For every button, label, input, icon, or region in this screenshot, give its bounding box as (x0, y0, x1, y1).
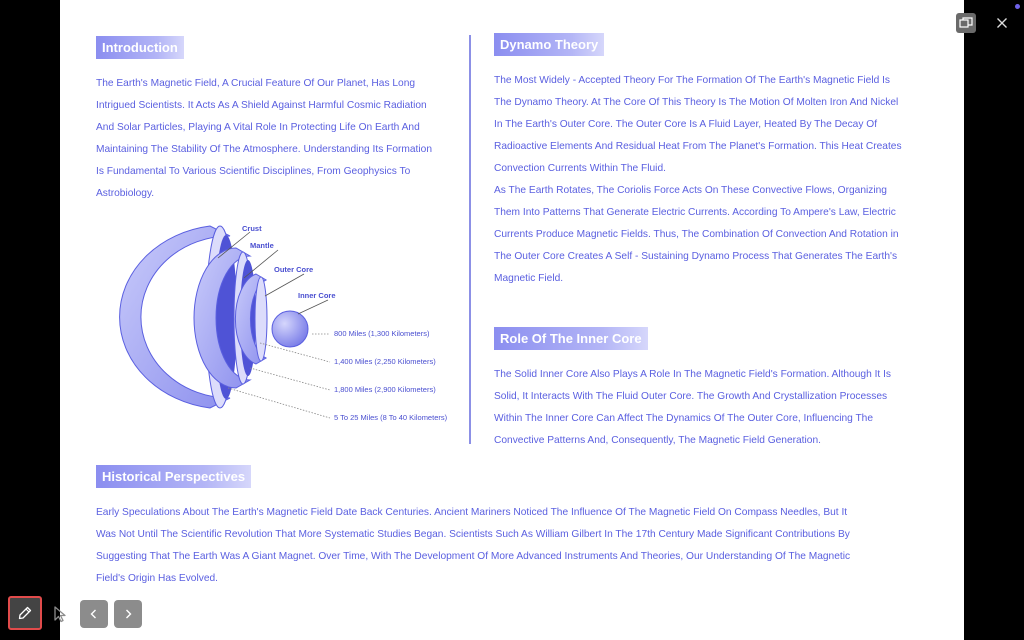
text-line: Was Not Until The Scientific Revolution That More Systematic Studies Began. Scientists Such As William Gilbert In The 17th Century Made Significant Contributions By (96, 529, 850, 540)
next-page-button[interactable] (114, 600, 142, 628)
previous-page-button[interactable] (80, 600, 108, 628)
close-button[interactable] (992, 13, 1012, 33)
inner-core-paragraph (494, 364, 891, 452)
pointer-tool-button[interactable] (46, 600, 74, 628)
text-line: The Most Widely - Accepted Theory For The Formation Of The Earth's Magnetic Field Is (494, 75, 891, 86)
slide-page (60, 0, 964, 640)
earth-layers-diagram (90, 218, 448, 430)
pointer-icon (52, 605, 68, 623)
text-line: Solid, It Interacts With The Fluid Outer Core. The Growth And Crystallization Processes (494, 391, 888, 402)
text-line: Maintaining The Stability Of The Atmosphere. Understanding Its Formation (96, 144, 432, 155)
text-line: As The Earth Rotates, The Coriolis Force Acts On These Convective Flows, Organizing (494, 185, 887, 196)
text-line: Is Fundamental To Various Scientific Disciplines, From Geophysics To (96, 166, 411, 177)
heading-historical-perspectives: Historical Perspectives (96, 465, 251, 488)
text-line: Them Into Patterns That Generate Electric Currents. According To Ampere's Law, Electric (494, 207, 896, 218)
heading-introduction: Introduction (96, 36, 184, 59)
text-line: Within The Inner Core Can Affect The Dynamics Of The Outer Core, Influencing The (494, 413, 874, 424)
distance-label: 5 To 25 Miles (8 To 40 Kilometers) (334, 413, 448, 422)
label-inner-core: Inner Core (298, 291, 336, 300)
label-mantle: Mantle (250, 241, 274, 250)
pen-tool-button[interactable] (8, 596, 42, 630)
distance-label: 1,800 Miles (2,900 Kilometers) (334, 385, 436, 394)
text-line: Intrigued Scientists. It Acts As A Shield Against Harmful Cosmic Radiation (96, 100, 427, 111)
notification-dot (1015, 4, 1020, 9)
label-crust: Crust (242, 224, 262, 233)
chevron-right-icon (122, 608, 134, 620)
restore-window-icon (959, 17, 973, 29)
dynamo-paragraph (494, 70, 902, 290)
inner-core-sphere (272, 311, 308, 347)
distance-label: 1,400 Miles (2,250 Kilometers) (334, 357, 436, 366)
text-line: Currents Produce Magnetic Fields. Thus, The Combination Of Convection And Rotation in (494, 229, 899, 240)
text-line: The Dynamo Theory. At The Core Of This Theory Is The Motion Of Molten Iron And Nickel (494, 97, 899, 108)
distance-label: 800 Miles (1,300 Kilometers) (334, 329, 430, 338)
heading-role-of-inner-core: Role Of The Inner Core (494, 327, 648, 350)
heading-dynamo-theory: Dynamo Theory (494, 33, 604, 56)
text-line: Convective Patterns And, Consequently, The Magnetic Field Generation. (494, 435, 821, 446)
chevron-left-icon (88, 608, 100, 620)
text-line: The Earth's Magnetic Field, A Crucial Feature Of Our Planet, Has Long (96, 78, 416, 89)
pen-icon (17, 605, 33, 621)
text-line: Field's Origin Has Evolved. (96, 573, 218, 584)
column-divider (469, 35, 471, 444)
text-line: Radioactive Elements And Residual Heat From The Planet's Formation. This Heat Creates (494, 141, 902, 152)
close-icon (996, 17, 1008, 29)
text-line: In The Earth's Outer Core. The Outer Core Is A Fluid Layer, Heated By The Decay Of (494, 119, 878, 130)
text-line: The Solid Inner Core Also Plays A Role In The Magnetic Field's Formation. Although It Is (494, 369, 892, 380)
text-line: And Solar Particles, Playing A Vital Role In Protecting Life On Earth And (96, 122, 420, 133)
text-line: Magnetic Field. (494, 273, 564, 284)
restore-window-button[interactable] (956, 13, 976, 33)
label-outer-core: Outer Core (274, 265, 314, 274)
text-line: Early Speculations About The Earth's Magnetic Field Date Back Centuries. Ancient Mariners Noticed The Influence Of The Magnetic Field On Compass Needles, But It (96, 507, 848, 518)
historical-paragraph (96, 502, 850, 590)
text-line: Astrobiology. (96, 188, 155, 199)
text-line: Convection Currents Within The Fluid. (494, 163, 666, 174)
text-line: The Outer Core Creates A Self - Sustaining Dynamo Process That Generates The Earth's (494, 251, 898, 262)
intro-paragraph (96, 73, 432, 205)
text-line: Suggesting That The Earth Was A Giant Magnet. Over Time, With The Development Of More Advanced Instruments And Theories, Our Understanding Of The Magnetic (96, 551, 851, 562)
